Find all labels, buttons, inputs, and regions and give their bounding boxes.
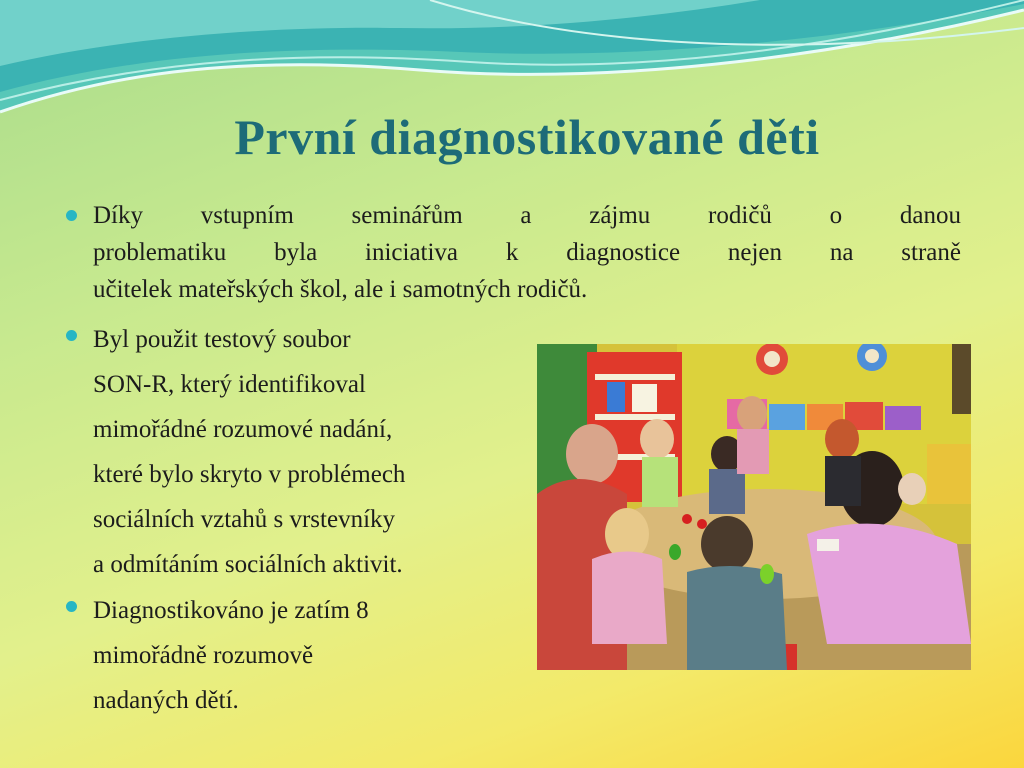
bullet-line: učitelek mateřských škol, ale i samotných rodičů. xyxy=(93,276,588,303)
bullet-line: mimořádně rozumově xyxy=(93,642,314,669)
bullet-item xyxy=(93,317,533,587)
bullet-line: Byl použit testový soubor xyxy=(93,326,351,353)
bullet-line: Díky vstupním seminářům a zájmu rodičů o danou xyxy=(93,202,961,229)
classroom-photo xyxy=(537,344,971,670)
bullet-line: Diagnostikováno je zatím 8 xyxy=(93,597,369,624)
bullet-item xyxy=(93,588,513,723)
bullet-line: a odmítáním sociálních aktivit. xyxy=(93,551,403,578)
slide-title: První diagnostikované děti xyxy=(234,109,820,165)
bullet-item xyxy=(93,197,961,308)
bullet-line: které bylo skryto v problémech xyxy=(93,461,406,488)
bullet-line: sociálních vztahů s vrstevníky xyxy=(93,506,396,533)
bullet-line: SON-R, který identifikoval xyxy=(93,371,366,398)
bullet-line: problematiku byla iniciativa k diagnostice nejen na straně xyxy=(93,239,961,266)
bullet-line: mimořádné rozumové nadání, xyxy=(93,416,393,443)
bullet-line: nadaných dětí. xyxy=(93,687,239,714)
